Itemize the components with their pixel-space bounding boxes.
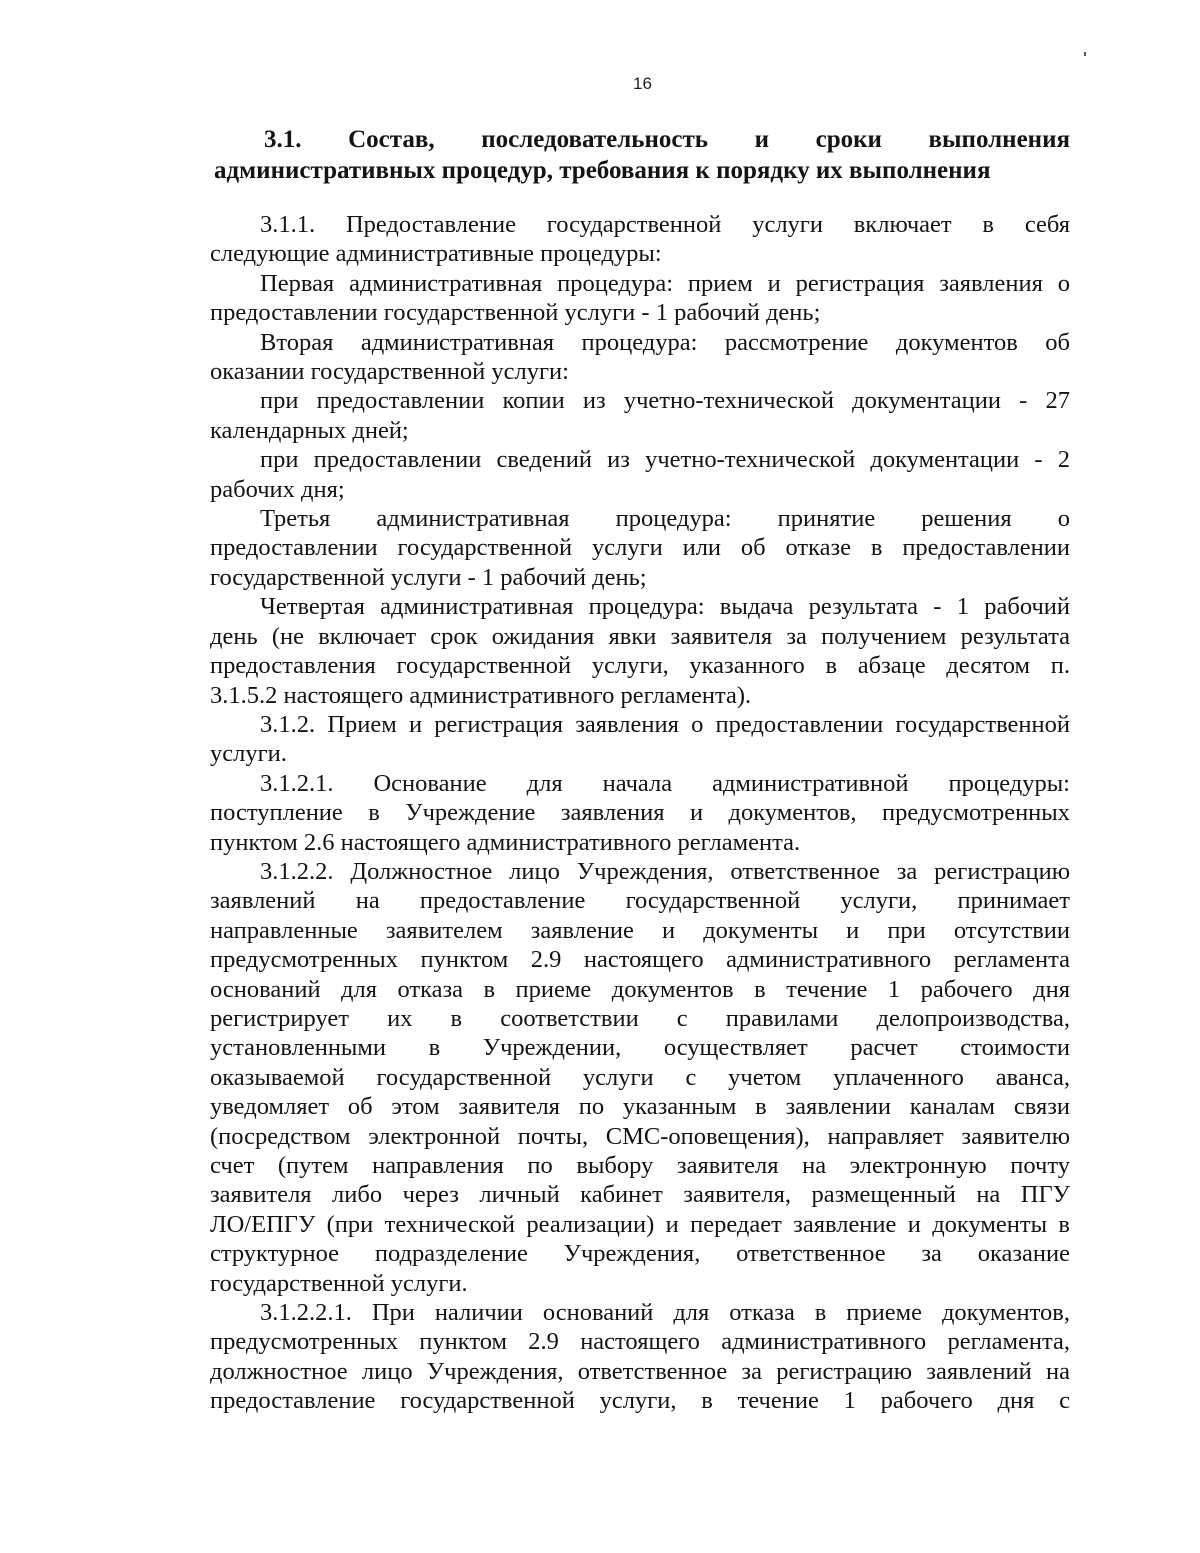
paragraph-line: 3.1.1. Предоставление государственной услуги включает в себя — [260, 211, 1070, 238]
paragraph-line: предоставления государственной услуги, указанного в абзаце десятом п. — [210, 652, 1070, 680]
paragraph — [210, 857, 1070, 1298]
paragraph-line: оказываемой государственной услуги с учетом уплаченного аванса, — [210, 1063, 1070, 1091]
paragraph-line: предусмотренных пунктом 2.9 настоящего административного регламента — [210, 946, 1070, 974]
scan-speck — [1084, 52, 1086, 56]
paragraph-line: 3.1.2.2.1. При наличии оснований для отказа в приеме документов, — [260, 1299, 1070, 1327]
paragraph-line: оснований для отказа в приеме документов в течение 1 рабочего дня — [210, 975, 1070, 1003]
paragraph — [210, 445, 1070, 504]
paragraph-line: день (не включает срок ожидания явки заявителя за получением результата — [210, 622, 1070, 650]
paragraph-line: ЛО/ЕПГУ (при технической реализации) и передает заявление и документы в — [210, 1210, 1070, 1238]
paragraph-line: Вторая административная процедура: рассмотрение документов об — [260, 328, 1070, 356]
section-heading-line: административных процедур, требования к порядку их выполнения — [214, 157, 991, 184]
paragraph-line: услуги. — [210, 740, 287, 768]
paragraph-line: рабочих дня; — [210, 475, 345, 503]
section-heading-line: 3.1. Состав, последовательность и сроки выполнения — [264, 126, 1070, 153]
section-heading — [214, 124, 1070, 186]
paragraph-line: 3.1.2. Прием и регистрация заявления о предоставлении государственной — [260, 710, 1070, 738]
paragraph-line: 3.1.2.1. Основание для начала административной процедуры: — [260, 769, 1070, 797]
paragraph-line: уведомляет об этом заявителя по указанным в заявлении каналам связи — [210, 1093, 1070, 1121]
paragraph-line: структурное подразделение Учреждения, ответственное за оказание — [210, 1240, 1070, 1268]
paragraph-line: установленными в Учреждении, осуществляет расчет стоимости — [210, 1034, 1070, 1062]
paragraph — [210, 592, 1070, 710]
page-number: 16 — [633, 74, 652, 93]
paragraph-line: заявителя либо через личный кабинет заявителя, размещенный на ПГУ — [210, 1181, 1070, 1209]
paragraph-line: предоставлении государственной услуги или об отказе в предоставлении — [210, 534, 1070, 562]
paragraph-line: Первая административная процедура: прием и регистрация заявления о — [260, 269, 1070, 297]
paragraph — [210, 1298, 1070, 1416]
paragraph-line: оказании государственной услуги: — [210, 358, 569, 386]
paragraph-line: предоставление государственной услуги, в течение 1 рабочего дня с — [210, 1387, 1070, 1415]
paragraph — [210, 210, 1070, 269]
paragraph — [210, 386, 1070, 445]
paragraph-line: 3.1.2.2. Должностное лицо Учреждения, ответственное за регистрацию — [260, 857, 1070, 885]
paragraph — [210, 504, 1070, 592]
paragraph-line: предусмотренных пунктом 2.9 настоящего административного регламента, — [210, 1328, 1070, 1356]
paragraph-line: Четвертая административная процедура: выдача результата - 1 рабочий — [260, 593, 1070, 621]
paragraph-line: государственной услуги - 1 рабочий день; — [210, 563, 647, 591]
paragraph — [210, 710, 1070, 769]
paragraph-line: поступление в Учреждение заявления и документов, предусмотренных — [210, 799, 1070, 827]
paragraph-line: следующие административные процедуры: — [210, 240, 662, 268]
paragraph-line: регистрирует их в соответствии с правилами делопроизводства, — [210, 1004, 1070, 1032]
paragraph-line: предоставлении государственной услуги - 1 рабочий день; — [210, 299, 821, 327]
paragraph — [210, 769, 1070, 857]
paragraph-line: при предоставлении копии из учетно-технической документации - 27 — [260, 387, 1070, 415]
paragraph-line: должностное лицо Учреждения, ответственное за регистрацию заявлений на — [210, 1357, 1070, 1385]
paragraph-line: заявлений на предоставление государственной услуги, принимает — [210, 887, 1070, 915]
paragraph-line: счет (путем направления по выбору заявителя на электронную почту — [210, 1152, 1070, 1179]
paragraph — [210, 328, 1070, 387]
paragraph-line: направленные заявителем заявление и документы и при отсутствии — [210, 916, 1070, 944]
paragraph-line: (посредством электронной почты, СМС-оповещения), направляет заявителю — [210, 1122, 1070, 1150]
paragraph — [210, 269, 1070, 328]
paragraph-line: Третья административная процедура: принятие решения о — [260, 505, 1070, 533]
paragraph-line: календарных дней; — [210, 416, 409, 444]
paragraph-line: государственной услуги. — [210, 1269, 468, 1297]
paragraph-line: 3.1.5.2 настоящего административного регламента). — [210, 681, 752, 709]
body-text — [210, 210, 1070, 1416]
paragraph-line: пунктом 2.6 настоящего административного регламента. — [210, 828, 801, 856]
paragraph-line: при предоставлении сведений из учетно-технической документации - 2 — [260, 446, 1070, 474]
